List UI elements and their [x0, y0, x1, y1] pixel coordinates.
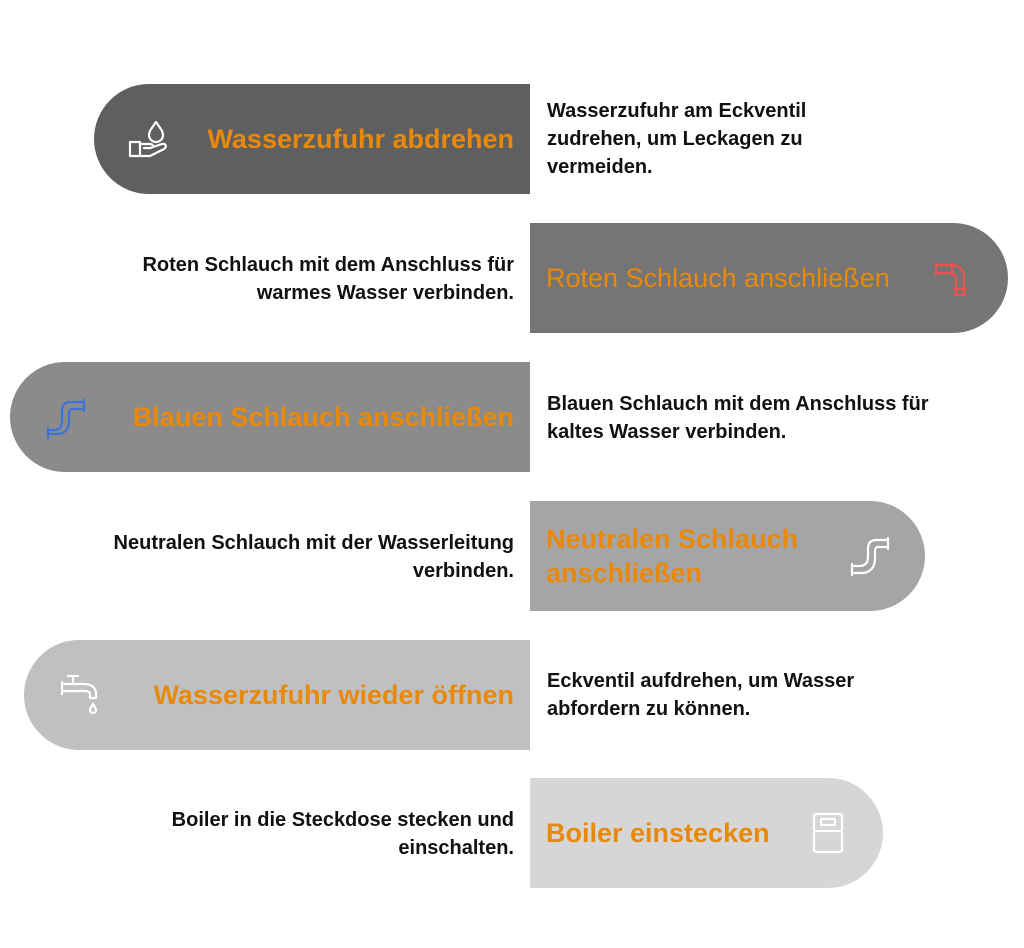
white-pipe-icon	[848, 534, 892, 578]
boiler-icon	[806, 811, 850, 855]
hand-water-drop-icon	[126, 118, 170, 162]
step-2-title: Roten Schlauch anschließen	[546, 263, 890, 293]
step-5-description: Eckventil aufdrehen, um Wasser abfordern zu können.	[547, 670, 855, 720]
step-6-description: Boiler in die Steckdose stecken und einschalten.	[171, 809, 514, 859]
step-3-banner	[10, 362, 530, 472]
step-6-title: Boiler einstecken	[546, 818, 770, 848]
step-5-title: Wasserzufuhr wieder öffnen	[153, 680, 514, 710]
red-pipe-icon	[932, 255, 976, 299]
step-3-title: Blauen Schlauch anschließen	[132, 402, 514, 432]
step-3-description: Blauen Schlauch mit dem Anschluss für kaltes Wasser verbinden.	[547, 393, 929, 443]
step-1-title: Wasserzufuhr abdrehen	[207, 124, 514, 154]
step-1-description: Wasserzufuhr am Eckventil zudrehen, um Leckagen zu vermeiden.	[547, 100, 807, 178]
blue-pipe-icon	[44, 396, 88, 440]
faucet-drip-icon	[58, 672, 102, 716]
step-4-title: Neutralen Schlauch anschließen	[546, 524, 799, 588]
step-4-description: Neutralen Schlauch mit der Wasserleitung verbinden.	[113, 532, 514, 582]
step-2-description: Roten Schlauch mit dem Anschluss für warmes Wasser verbinden.	[142, 254, 514, 304]
